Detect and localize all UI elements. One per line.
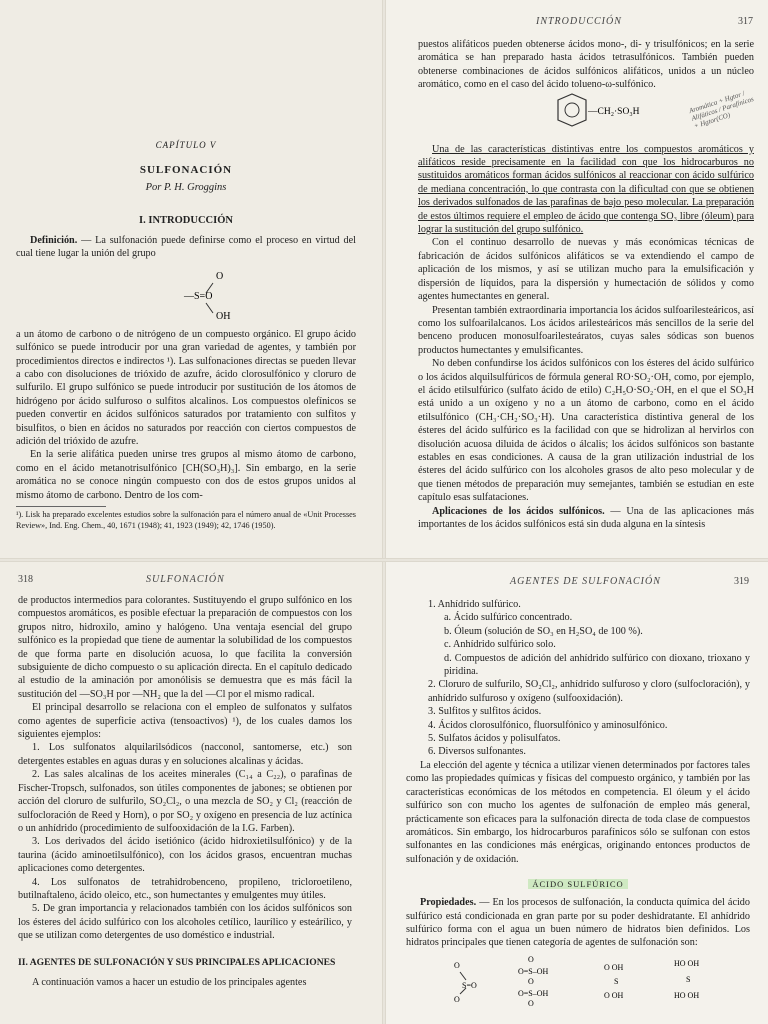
bottom-left-column: [18, 594, 352, 989]
agents-list: [406, 598, 750, 759]
running-header-introduccion: INTRODUCCIÓN: [536, 16, 622, 27]
svg-text:O: O: [454, 960, 460, 970]
section-heading: I. INTRODUCCIÓN: [139, 215, 233, 226]
horizontal-fold: [0, 558, 768, 562]
svg-text:O=S–OH: O=S–OH: [518, 966, 549, 976]
surfactant-item-4: 4. Los sulfonatos de tetrahidrobenceno, propileno, tricloroetileno, butilnaftaleno, ácido oleico, etc., son humectantes y emulgentes muy útiles.: [18, 876, 352, 901]
surfactants-paragraph: El principal desarrollo se relaciona con el empleo de sulfonatos y sulfatos como agentes de superficie activa (tensoactivos) ¹), de los cuales damos los siguientes ejemplos:: [18, 702, 352, 741]
surfactant-item-5: 5. De gran importancia y relacionados también con los ácidos sulfónicos son los ésteres del ácido sulfúrico con los alcoholes cetílico, laurílico y esteárílico, y que se utilizan como detergentes de uso doméstico e industrial.: [18, 903, 352, 942]
applications-paragraph: Aplicaciones de los ácidos sulfónicos. — Una de las aplicaciones más importantes de los ácidos sulfónicos está sin duda alguna en la síntesis: [418, 505, 754, 530]
sulfonic-group-formula: [16, 261, 356, 323]
agent-sub-a: a. Ácido sulfúrico concentrado.: [444, 612, 573, 624]
intro-paragraph: a un átomo de carbono o de nitrógeno de un compuesto orgánico. El grupo ácido sulfónico se puede introducir por una gran variedad de agentes, y también por procedimientos directos e indirectos ¹). Las sulfonaciones directas se pueden llevar a cabo con disoluciones de trióxido de azufre, ácido clorosulfónico y cloruro de sulfurilo. El grupo sulfónico se puede introducir por sustitución de los átomos de hidrógeno por ácido sulfuroso o sulfitos alcalinos. Los compuestos olefínicos se pueden convertir en ácidos sulfónicos saturados por tratamiento con sulfitos y bisulfitos, o bien en ácidos no saturados por reacción con ciertos compuestos de adición del trióxido de azufre.: [16, 328, 356, 448]
hydrate-formulas: [406, 950, 750, 1012]
agent-item-6: 6. Diversos sulfonantes.: [428, 746, 526, 758]
agent-item-3: 3. Sulfitos y sulfitos ácidos.: [428, 706, 542, 718]
agent-choice-paragraph: La elección del agente y técnica a utilizar vienen determinados por factores tales como las propiedades químicas y físicas del compuesto orgánico, y también por las características económicas de los métodos en competencia. El óleum y el ácido sulfúrico son con mucho los agentes de sulfonación de empleo más general, prácticamente son eficaces para la sulfonación directa de toda clase de compuestos aromáticos. Sin embargo, los hidrocarburos parafínicos sólo se sulfonan con estos sulfonantes en las condiciones más enérgicas, originando entonces productos de sulfonación y de oxidación.: [406, 759, 750, 865]
vertical-fold: [382, 0, 386, 1024]
applications-label: Aplicaciones de los ácidos sulfónicos.: [432, 505, 605, 517]
agent-item-2: 2. Cloruro de sulfurilo, SO₂Cl₂, anhídrido sulfuroso y cloro (sulfocloración), y anhídrido sulfuroso y oxígeno (sulfooxidación).: [428, 679, 750, 704]
aliphatic-paragraph: En la serie alifática pueden unirse tres grupos al mismo átomo de carbono, como en el ácido metanotrisulfónico [CH(SO₃H)₃]. Sin embargo, en la serie aromática no se conoce ningún compuesto con dos de estos grupos unidos al mismo átomo de carbono. Dentro de los com-: [16, 449, 356, 501]
chapter-block: [16, 140, 356, 531]
section-heading-2: II. AGENTES DE SULFONACIÓN Y SUS PRINCIPALES APLICACIONES: [18, 956, 336, 968]
aromatic-vs-aliphatic-paragraph: Una de las características distintivas entre los compuestos aromáticos y alifáticos reside precisamente en la facilidad con que los hidrocarburos no sustituidos aromáticos forman ácidos sulfónicos al reaccionar con ácido sulfúrico de mediana concentración, lo que contrasta con la dificultad con que se obtienen los derivados sulfonados de las parafinas de bajo peso molecular. La preparación de estos últimos requiere el empleo de ácido que contenga SO₃ libre (óleum) para lograr la sustitución del grupo sulfónico.: [418, 143, 754, 236]
svg-text:—S=O: —S=O: [184, 290, 213, 302]
svg-text:O: O: [528, 998, 534, 1008]
svg-text:HO OH: HO OH: [674, 958, 700, 968]
footnote: ¹). Lisk ha preparado excelentes estudios sobre la sulfonación para el número anual de «Unit Processes Review», Ind. Eng. Chem., 40, 1671 (1948); 41, 1923 (1949); 42, 1746 (1950).: [16, 510, 356, 530]
handwritten-note: Aromática + Hgtor / Alifáticos / Parafínicos + Hgtor(CO): [688, 89, 755, 131]
agent-sub-c: c. Anhídrido sulfúrico solo.: [444, 639, 556, 651]
agent-item-5: 5. Sulfatos ácidos y polisulfatos.: [428, 733, 561, 745]
agent-sub-b: b. Óleum (solución de SO₃ en H₂SO₄ de 100 %).: [444, 625, 643, 637]
properties-paragraph: Propiedades. — En los procesos de sulfonación, la conducta química del ácido sulfúrico está condicionada en gran parte por su poder deshidratante. El anhídrido sulfúrico forma con el agua un buen número de hidratos bien definidos. Los hidratos principales que tienen categoría de agentes de sulfonación son:: [406, 897, 750, 949]
page-number-317: 317: [738, 16, 753, 27]
esters-paragraph: No deben confundirse los ácidos sulfónicos con los ésteres del ácido sulfúrico o los ácidos alquilsulfúricos de fórmula general RO·SO₂·OH, como, por ejemplo, el ácido etilsulfúrico (sulfato ácido de etilo) C₂H₅O·SO₂·OH, en el que el SO₃H está unido a un oxígeno y no a un átomo de carbono, como en el ácido etilsulfónico (CH₃·CH₂·SO₃·H). Una característica distintiva general de los ésteres del ácido sulfúrico es la facilidad con que se hidrolizan al hervirlos con disolución acuosa diluida de ácidos o álcalis; los ácidos sulfónicos son bastante estables en esas condiciones. A causa de la gran utilización industrial de los ésteres del ácido sulfúrico con los alcoholes grasos de alto peso molecular y de que tienen métodos de preparación muy semejantes, también se estudian en este capítulo esas sulfataciones.: [418, 358, 754, 504]
aliphatic-continued-paragraph: puestos alifáticos pueden obtenerse ácidos mono-, di- y trisulfónicos; en la serie aromática se han preparado hasta ácidos tetrasulfónicos. También pueden obtenerse combinaciones de ácidos sulfónicos alifáticos, unidos a un núcleo aromático, como en el caso del ácido tolueno-ω-sulfónico.: [418, 39, 754, 91]
svg-text:O OH: O OH: [604, 990, 624, 1000]
agent-item-4: 4. Ácidos clorosulfónico, fluorsulfónico y aminosulfónico.: [428, 719, 668, 731]
running-header-sulfonacion: SULFONACIÓN: [146, 574, 225, 585]
page-number-319: 319: [734, 576, 749, 587]
svg-text:S: S: [686, 974, 691, 984]
properties-label: Propiedades.: [420, 897, 477, 909]
sulfoaryl-paragraph: Presentan también extraordinaria importancia los ácidos sulfoarilesteáricos, así como los sulfoarilalcanos. Los ácidos arilesteáricos más sencillos de la serie del benceno producen monosulfoarilesteáratos, cuyas sales sódicas son buenos productos humectantes y emulsificantes.: [418, 304, 754, 356]
applications-development-paragraph: Con el continuo desarrollo de nuevas y más económicas técnicas de fabricación de ácidos sulfónicos alifáticos se va extendiendo el campo de aplicación de los mismos, y así se utilizan mucho para la emulsificación y dispersión de líquidos, para la dispersión y humectación de sólidos y como agentes humectantes en general.: [418, 237, 754, 303]
svg-text:S=O: S=O: [462, 980, 477, 990]
definition-label: Definición.: [30, 235, 78, 246]
svg-text:O: O: [528, 976, 534, 986]
svg-text:—CH₂·SO₃H: —CH₂·SO₃H: [588, 106, 640, 117]
agent-item-1: 1. Anhídrido sulfúrico.: [428, 599, 521, 610]
formula-sulfuric-hydrate: [674, 959, 699, 1000]
surfactant-item-2: 2. Las sales alcalinas de los aceites minerales (C₁₄ a C₂₂), o parafinas de Fischer-Tropsch, sulfonados, son útiles componentes de jabones; se obtienen por acción del cloruro de sulfurilo, SO₂Cl₂, o una mezcla de SO₂ y Cl₂ (reacción de sulfocloración de Reed y Horn), o por SO₂ y oxígeno en presencia de luz actínica o un anhídrido (procedimiento de sulfooxidación de la I.G. Farben).: [18, 769, 352, 834]
running-header-agentes: AGENTES DE SULFONACIÓN: [510, 576, 661, 587]
svg-text:HO OH: HO OH: [674, 990, 700, 1000]
surfactant-item-3: 3. Los derivados del ácido isetiónico (ácido hidroxietilsulfónico) y de la taurina (ácido aminoetilsulfónico), con los ácidos grasos, encuentran muchas aplicaciones como detergentes.: [18, 836, 352, 875]
subheading-wrap: [406, 874, 750, 892]
chapter-title: SULFONACIÓN: [139, 164, 233, 176]
surfactant-item-1: 1. Los sulfonatos alquilarilsódicos (nacconol, santomerse, etc.) son detergentes estables en aguas duras y en soluciones alcalinas y ácidas.: [18, 742, 352, 767]
svg-text:O=S–OH: O=S–OH: [518, 988, 549, 998]
svg-text:O OH: O OH: [604, 962, 624, 972]
svg-text:OH: OH: [216, 310, 231, 322]
formula-so3: [454, 961, 477, 1004]
svg-text:O: O: [216, 270, 224, 282]
bottom-right-column: [406, 598, 750, 1017]
chapter-label: CAPÍTULO V: [155, 140, 217, 150]
agent-sub-d: d. Compuestos de adición del anhídrido sulfúrico con dioxano, trioxano y piridina.: [444, 652, 750, 678]
page-number-318: 318: [18, 574, 33, 585]
sulfuric-acid-subheading: ÁCIDO SULFÚRICO: [528, 879, 627, 889]
author: Por P. H. Groggins: [145, 182, 227, 193]
agents-intro-paragraph: A continuación vamos a hacer un estudio de los principales agentes: [32, 976, 307, 988]
footnote-rule: [16, 506, 106, 507]
agent-item-1-sublist: [428, 611, 750, 678]
formula-sulfuric: [604, 963, 624, 1000]
svg-text:O: O: [454, 994, 460, 1004]
formula-pyrosulfuric: [518, 955, 549, 1008]
svg-text:S: S: [614, 976, 619, 986]
definition-paragraph: Definición. — La sulfonación puede definirse como el proceso en virtud del cual tiene lugar la unión del grupo: [16, 235, 356, 260]
svg-text:O: O: [528, 954, 534, 964]
dyes-paragraph: de productos intermedios para colorantes. Sustituyendo el grupo sulfónico en los compuestos aromáticos, es posible efectuar la preparación de compuestos con los grupos nitro, hidroxilo, amino y halógeno. Una ventaja esencial del grupo sulfónico es la propiedad que tiene de aumentar la solubilidad de los compuestos de que forma parte en disolución acuosa, lo que facilita la conversión subsiguiente de dicho compuesto o su aplicación directa. En el capítulo dedicado al estudio de la aminación por amonólisis se demuestra que es más fácil la sustitución del —SO₃H por —NH₂ que la del —Cl por el mismo radical.: [18, 595, 352, 700]
